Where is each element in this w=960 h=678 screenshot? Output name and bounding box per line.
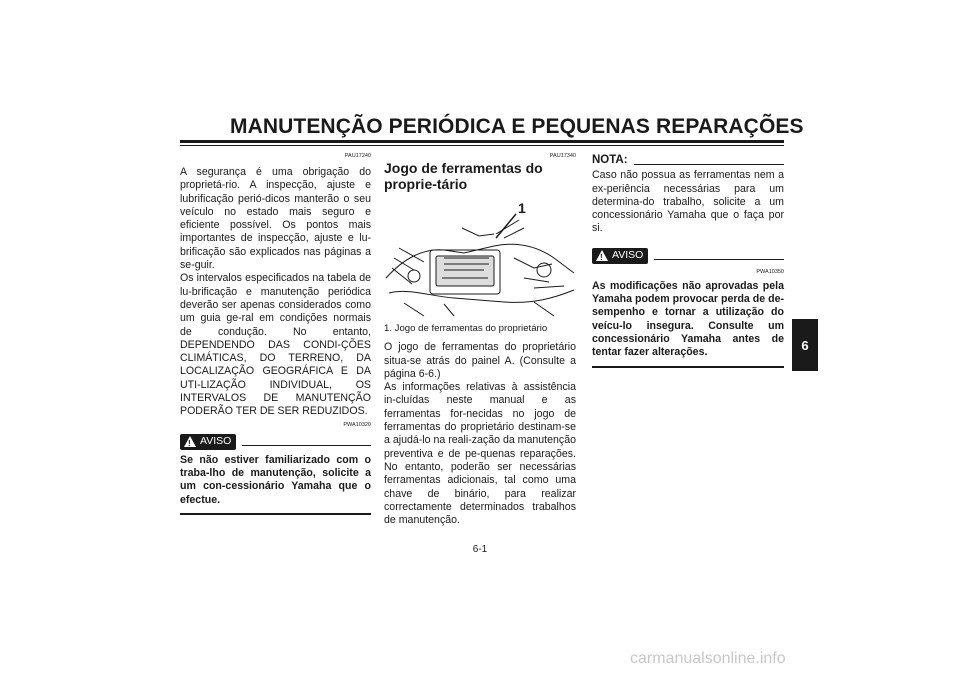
aviso-label: AVISO [612, 249, 644, 262]
warning-code: PWA10350 [756, 268, 784, 275]
column-1 [180, 148, 371, 515]
note-rule [634, 164, 784, 165]
note-label: NOTA: [592, 154, 628, 166]
column-3 [592, 148, 784, 368]
column-2 [384, 148, 576, 527]
title-rule [180, 140, 784, 143]
warning-triangle-icon [184, 436, 196, 447]
aviso-label: AVISO [200, 434, 232, 447]
toolkit-location-paragraph: O jogo de ferramentas do proprietário situa-se atrás do painel A. (Consulte a página 6-6.) [384, 341, 576, 380]
toolkit-info-paragraph: As informações relativas à assistência in-cluídas neste manual e as ferramentas for-necidas no jogo de ferramentas do proprietário destinam-se a ajudá-lo na reali-zação da manutenção preventiva e de pe-quenas reparações. No entanto, poderão ser necessárias ferramentas adicionais, tal como uma chave de binário, para realizar correctamente determinados trabalhos de manutenção. [384, 381, 576, 527]
page-title: MANUTENÇÃO PERIÓDICA E PEQUENAS REPARAÇÕES [230, 115, 804, 138]
chapter-tab: 6 [792, 319, 818, 371]
footer-watermark: carmanualsonline.info [630, 650, 786, 667]
title-rule-thin [180, 145, 784, 146]
toolkit-illustration [384, 198, 576, 318]
warning-header [592, 248, 784, 264]
note-header [592, 154, 784, 167]
warning-rule [242, 445, 371, 446]
warning-text: As modificações não aprovadas pela Yamaha podem provocar perda de de-sempenho e tornar a utilização do veícu-lo insegura. Consulte um concessionário Yamaha antes de tentar fazer alterações. [592, 279, 784, 359]
warning-code: PWA10320 [343, 421, 371, 428]
warning-end-rule [180, 513, 371, 515]
warning-rule [654, 259, 784, 260]
intervals-paragraph: Os intervalos especificados na tabela de lu-brificação e manutenção periódica deverão ser apenas considerados como um guia ge-ral em condições normais de condução. No entanto, DEPENDENDO DAS CONDI-ÇÕES CLIMÁTICAS, DO TERRENO, DA LOCALIZAÇÃO GEOGRÁFICA E DA UTI-LIZAÇÃO INDIVIDUAL, OS INTERVALOS DE MANUTENÇÃO PODERÃO TER DE SER REDUZIDOS. [180, 272, 371, 418]
warning-triangle-icon [596, 250, 608, 261]
note-text: Caso não possua as ferramentas nem a ex-periência necessárias para um determina-do trabalho, solicite a um concessionário Yamaha que o faça por si. [592, 169, 784, 235]
warning-header [180, 434, 371, 450]
intro-paragraph: A segurança é uma obrigação do proprietá-rio. A inspecção, ajuste e lubrificação perió-dicos manterão o seu veículo no estado mais seguro e eficiente possível. Os pontos mais importantes de inspecção, ajuste e lu-brificação são explicados nas páginas a se-guir. [180, 166, 371, 272]
section-code: PAU17240 [344, 153, 371, 159]
figure-caption: 1. Jogo de ferramentas do proprietário [384, 323, 548, 334]
page-number: 6-1 [472, 544, 488, 555]
section-code: PAU17340 [549, 153, 576, 159]
callout-number: 1 [518, 200, 526, 216]
toolkit-figure [384, 198, 576, 318]
warning-text: Se não estiver familiarizado com o traba-lho de manutenção, solicite a um con-cessionário Yamaha que o efectue. [180, 453, 371, 506]
warning-badge [180, 434, 236, 450]
warning-end-rule [592, 366, 784, 368]
section-heading: Jogo de ferramentas do proprie-tário [384, 160, 543, 192]
warning-badge [592, 248, 648, 264]
